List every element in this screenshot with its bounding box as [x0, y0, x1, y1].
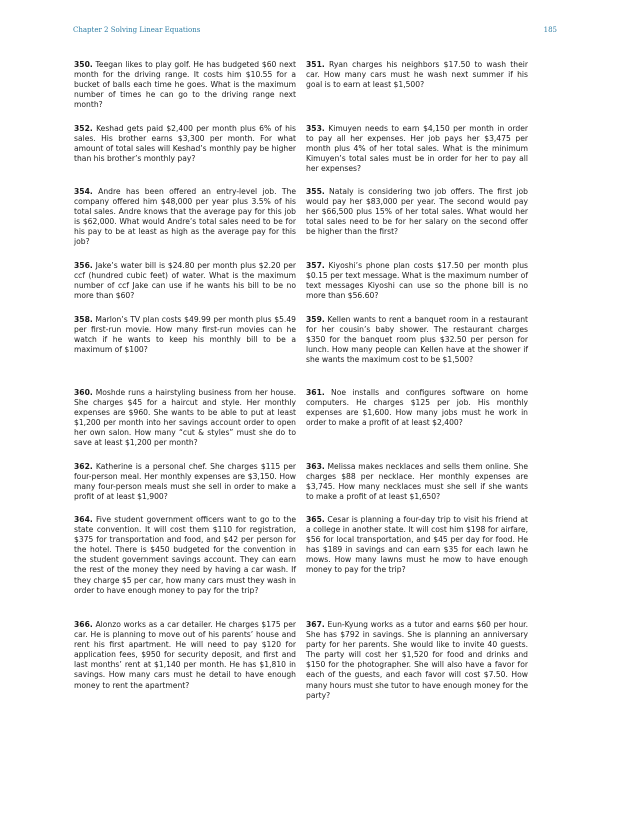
problem-number: 365.	[306, 515, 325, 524]
problem-number: 353.	[306, 124, 325, 133]
problem-number: 357.	[306, 261, 325, 270]
problem-360	[74, 388, 296, 449]
problem-351	[306, 60, 528, 90]
problem-text: Alonzo works as a car detailer. He charges $175 per car. He is planning to move out of his parents’ house and rent his first apartment. He will need to pay $120 for application fees, $950 for security deposit, and first and last months’ rent at $1,140 per month. He has $1,810 in savings. How many cars must he detail to have enough money to rent the apartment?	[74, 620, 297, 690]
problem-text: Eun-Kyung works as a tutor and earns $60 per hour. She has $792 in savings. She is planning an anniversary party for her parents. She would like to invite 40 guests. The party will cost her $1,520 for food and drinks and $150 for the photographer. She will also have a favor for each of the guests, and each favor will cost $7.50. How many hours must she tutor to have enough money for the party?	[306, 620, 528, 700]
problem-number: 362.	[74, 462, 93, 471]
problem-365	[306, 515, 528, 576]
problem-number: 354.	[74, 187, 93, 196]
problem-number: 363.	[306, 462, 325, 471]
problem-text: Nataly is considering two job offers. The first job would pay her $83,000 per year. The second would pay her $66,500 plus 15% of her total sales. What would her total sales need to be for her salary on the second offer be higher than the first?	[306, 187, 528, 237]
problem-362	[74, 462, 296, 502]
problem-text: Kellen wants to rent a banquet room in a restaurant for her cousin’s baby shower. The restaurant charges $350 for the banquet room plus $32.50 per person for lunch. How many people can Kellen have at the shower if she wants the maximum cost to be $1,500?	[306, 315, 528, 365]
problem-359	[306, 315, 528, 365]
problem-number: 367.	[306, 620, 325, 629]
problem-number: 352.	[74, 124, 93, 133]
problem-text: Five student government officers want to go to the state convention. It will cost them $110 for registration, $375 for transportation and food, and $42 per person for the hotel. There is $450 budgeted for the convention in the student government savings account. They can earn the rest of the money they need by having a car wash. If they charge $5 per car, how many cars must they wash in order to have enough money to pay for the trip?	[74, 515, 296, 595]
problem-text: Andre has been offered an entry-level job. The company offered him $48,000 per year plus 3.5% of his total sales. Andre knows that the average pay for this job is $62,000. What would Andre’s total sales need to be for his pay to be at least as high as the average pay for this job?	[74, 187, 296, 247]
problem-353	[306, 124, 528, 174]
problem-number: 359.	[306, 315, 325, 324]
problem-number: 355.	[306, 187, 325, 196]
problem-367	[306, 620, 528, 701]
problem-text: Kiyoshi’s phone plan costs $17.50 per month plus $0.15 per text message. What is the maximum number of text messages Kiyoshi can use so the phone bill is no more than $56.60?	[306, 261, 528, 301]
problem-text: Marlon’s TV plan costs $49.99 per month plus $5.49 per first-run movie. How many first-run movies can he watch if he wants to keep his monthly bill to be a maximum of $100?	[74, 315, 296, 355]
chapter-title: Chapter 2 Solving Linear Equations	[73, 26, 201, 34]
problem-number: 360.	[74, 388, 93, 397]
problem-number: 356.	[74, 261, 93, 270]
page-number: 185	[543, 26, 557, 34]
problem-364	[74, 515, 296, 596]
problem-text: Keshad gets paid $2,400 per month plus 6% of his sales. His brother earns $3,300 per month. For what amount of total sales will Keshad’s monthly pay be higher than his brother’s monthly pay?	[74, 124, 296, 164]
problem-number: 351.	[306, 60, 325, 69]
problem-number: 364.	[74, 515, 93, 524]
problem-361	[306, 388, 528, 428]
problem-358	[74, 315, 296, 355]
problem-number: 350.	[74, 60, 93, 69]
problem-357	[306, 261, 528, 301]
problem-366	[74, 620, 296, 691]
problem-text: Moshde runs a hairstyling business from her house. She charges $45 for a haircut and style. Her monthly expenses are $960. She wants to be able to put at least $1,200 per month into her savings account order to open her own salon. How many “cut & styles” must she do to save at least $1,200 per month?	[74, 388, 296, 448]
problem-text: Teegan likes to play golf. He has budgeted $60 next month for the driving range. It costs him $10.55 for a bucket of balls each time he goes. What is the maximum number of times he can go to the driving range next month?	[74, 60, 296, 110]
problem-number: 358.	[74, 315, 93, 324]
problem-text: Ryan charges his neighbors $17.50 to wash their car. How many cars must he wash next summer if his goal is to earn at least $1,500?	[306, 60, 529, 90]
problem-text: Melissa makes necklaces and sells them online. She charges $88 per necklace. Her monthly expenses are $3,745. How many necklaces must she sell if she wants to make a profit of at least $1,650?	[306, 462, 528, 502]
problem-text: Cesar is planning a four-day trip to visit his friend at a college in another state. It will cost him $198 for airfare, $56 for local transportation, and $45 per day for food. He has $189 in savings and can earn $35 for each lawn he mows. How many lawns must he mow to have enough money to pay for the trip?	[306, 515, 528, 575]
problem-text: Jake’s water bill is $24.80 per month plus $2.20 per ccf (hundred cubic feet) of water. What is the maximum number of ccf Jake can use if he wants his bill to be no more than $60?	[74, 261, 296, 301]
problem-number: 361.	[306, 388, 325, 397]
problem-text: Noe installs and configures software on home computers. He charges $125 per job. His monthly expenses are $1,600. How many jobs must he work in order to make a profit of at least $2,400?	[306, 388, 528, 428]
problem-354	[74, 187, 296, 248]
problem-number: 366.	[74, 620, 93, 629]
problem-text: Kimuyen needs to earn $4,150 per month in order to pay all her expenses. Her job pays her $3,475 per month plus 4% of her total sales. What is the minimum Kimuyen’s total sales must be in order for her to pay all her expenses?	[306, 124, 528, 174]
problem-356	[74, 261, 296, 301]
problem-text: Katherine is a personal chef. She charges $115 per four-person meal. Her monthly expenses are $3,150. How many four-person meals must she sell in order to make a profit of at least $1,900?	[74, 462, 296, 502]
problem-363	[306, 462, 528, 502]
page-header	[73, 26, 557, 38]
problem-355	[306, 187, 528, 237]
problem-350	[74, 60, 296, 110]
problem-352	[74, 124, 296, 164]
